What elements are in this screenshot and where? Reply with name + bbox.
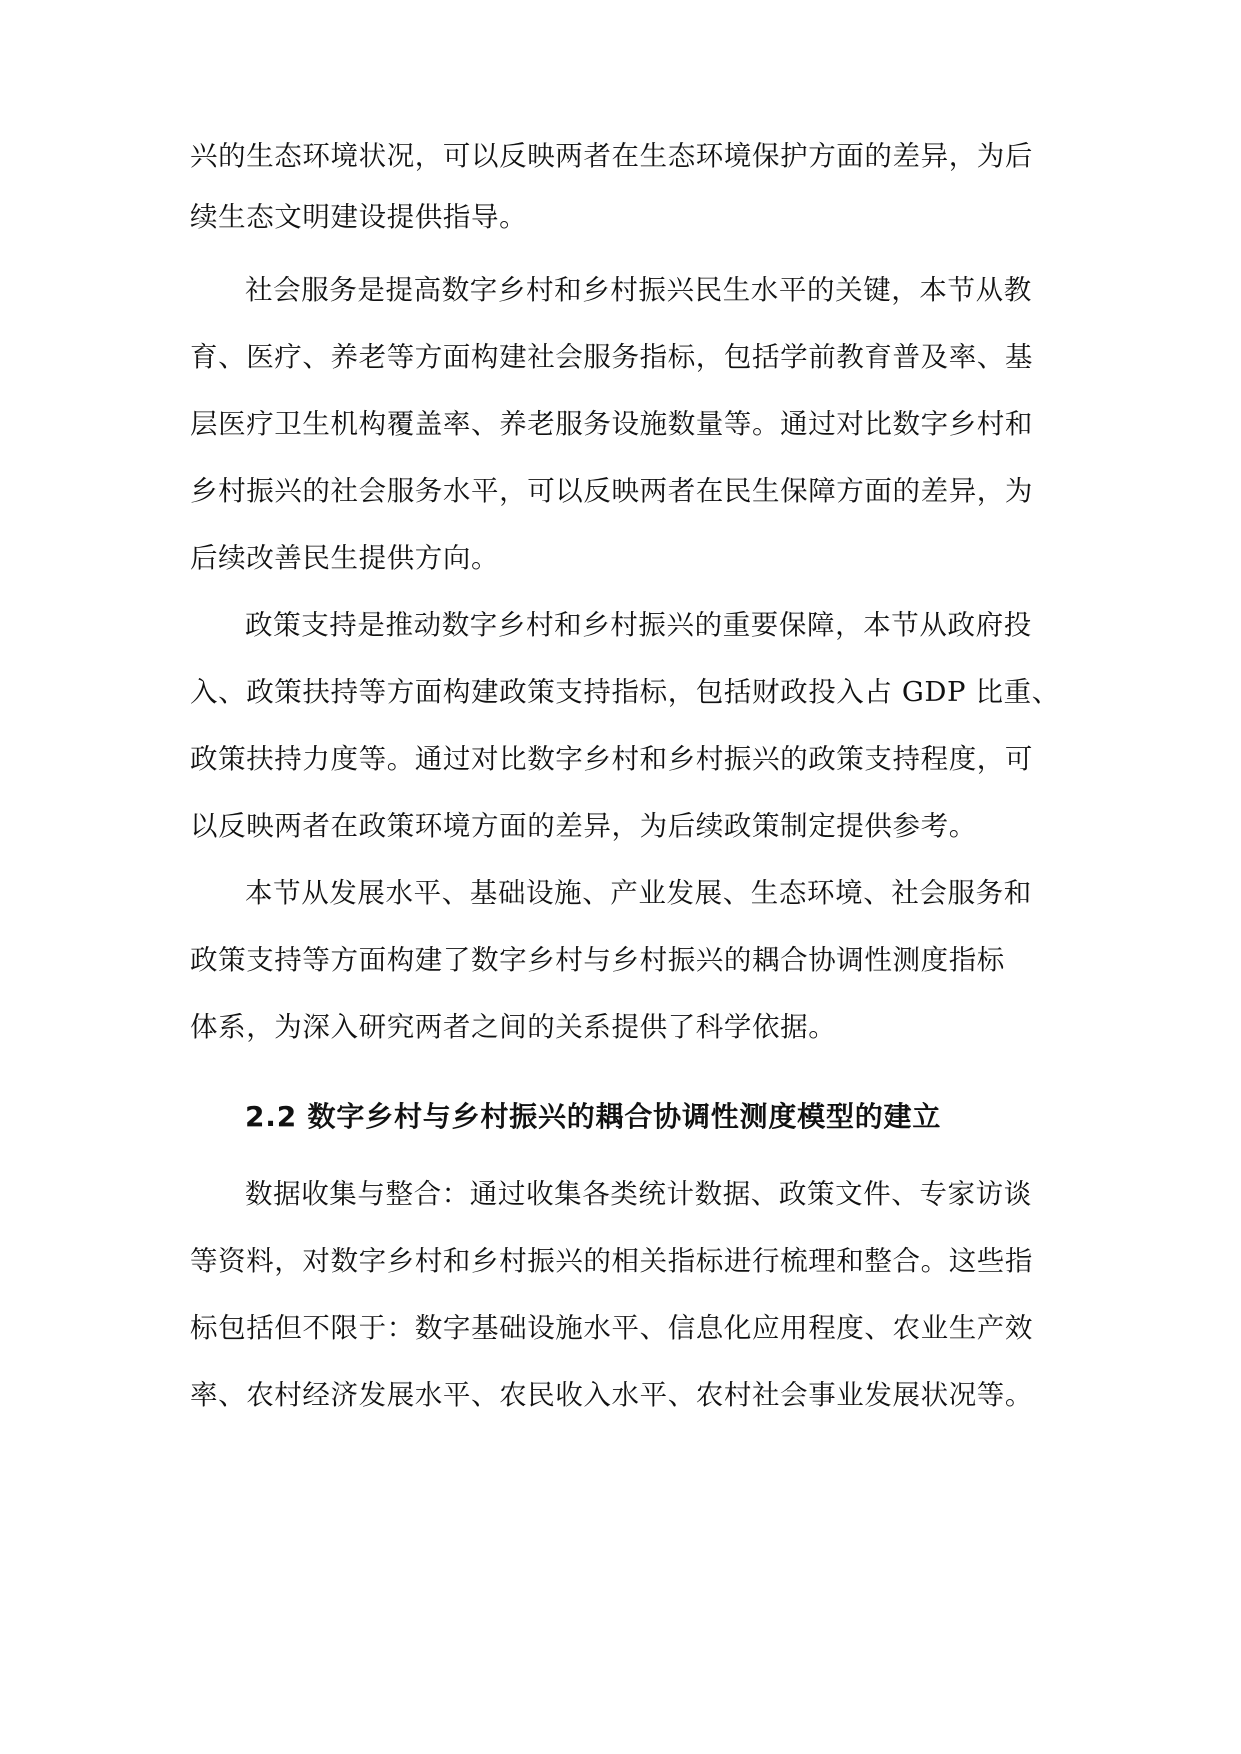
text-line: 续生态文明建设提供指导。 — [190, 201, 528, 233]
text-line: 后续改善民生提供方向。 — [190, 542, 500, 574]
paragraph-start-line: 社会服务是提高数字乡村和乡村振兴民生水平的关键，本节从教 — [245, 274, 1032, 306]
text-line: 率、农村经济发展水平、农民收入水平、农村社会事业发展状况等。 — [190, 1379, 1033, 1411]
text-line: 入、政策扶持等方面构建政策支持指标，包括财政投入占 GDP 比重、 — [190, 676, 1060, 708]
text-line: 育、医疗、养老等方面构建社会服务指标，包括学前教育普及率、基 — [190, 341, 1033, 373]
paragraph-start-line: 本节从发展水平、基础设施、产业发展、生态环境、社会服务和 — [245, 877, 1032, 909]
paragraph-start-line: 数据收集与整合：通过收集各类统计数据、政策文件、专家访谈 — [245, 1178, 1032, 1210]
text-line: 政策支持等方面构建了数字乡村与乡村振兴的耦合协调性测度指标 — [190, 944, 1005, 976]
section-heading: 2.2 数字乡村与乡村振兴的耦合协调性测度模型的建立 — [245, 1100, 942, 1133]
text-line: 兴的生态环境状况，可以反映两者在生态环境保护方面的差异，为后 — [190, 140, 1033, 172]
text-line: 等资料，对数字乡村和乡村振兴的相关指标进行梳理和整合。这些指 — [190, 1245, 1033, 1277]
text-line: 政策扶持力度等。通过对比数字乡村和乡村振兴的政策支持程度，可 — [190, 743, 1033, 775]
text-line: 标包括但不限于：数字基础设施水平、信息化应用程度、农业生产效 — [190, 1312, 1033, 1344]
text-line: 以反映两者在政策环境方面的差异，为后续政策制定提供参考。 — [190, 810, 977, 842]
text-line: 层医疗卫生机构覆盖率、养老服务设施数量等。通过对比数字乡村和 — [190, 408, 1033, 440]
paragraph-start-line: 政策支持是推动数字乡村和乡村振兴的重要保障，本节从政府投 — [245, 609, 1032, 641]
text-line: 乡村振兴的社会服务水平，可以反映两者在民生保障方面的差异，为 — [190, 475, 1033, 507]
text-line: 体系，为深入研究两者之间的关系提供了科学依据。 — [190, 1011, 837, 1043]
